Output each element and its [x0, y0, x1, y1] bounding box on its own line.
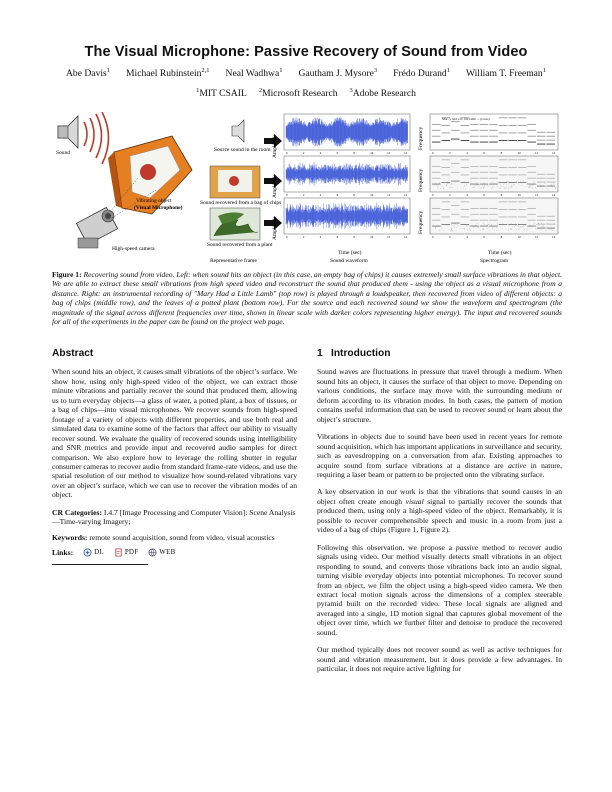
web-link[interactable]: WEB	[148, 548, 175, 557]
author-list	[0, 68, 612, 79]
spec-tick-label: 6	[483, 235, 485, 239]
camera-label: High-speed camera	[112, 246, 155, 252]
wave-tick-label: 2	[302, 235, 305, 239]
figure-label: Figure 1:	[52, 270, 82, 279]
spec-tick-label: 0	[432, 235, 434, 239]
row3-frame	[207, 208, 273, 248]
wave-time-label: Time (sec)	[338, 250, 362, 256]
author: Michael Rubinstein$^{2,1}$	[126, 66, 210, 79]
spec-tick-label: 4	[466, 151, 468, 155]
spec-tick-label: 12	[534, 151, 538, 155]
spec-tick-label: 12	[534, 235, 538, 239]
dl-icon	[83, 548, 92, 557]
row2-label: Sound recovered from a bag of chips	[200, 200, 282, 206]
intro-heading: 1 Introduction	[317, 348, 391, 359]
author: Neal Wadhwa$^1$	[225, 66, 283, 79]
wave-tick-label: 8	[353, 235, 355, 239]
affiliation: $^1$MIT CSAIL	[196, 86, 247, 99]
intro-paragraph: Sound waves are fluctuations in pressure that travel through a medium. When sound hits an object, it causes the surface of that object to move. Depending on various conditions, the surface may move with the surrounding medium or deform according to its vibration modes. In both cases, the pattern of motion contains useful information that can be used to recover sound or learn about the object’s structure.	[317, 367, 562, 424]
figure-caption-text: Recovering sound from video. Left: when sound hits an object (in this case, an empty bag of chips) it causes extremely small surface vibrations in that object. We are able to extract these small vibrations from high speed video and reconstruct the sound that produced them - using the object as a visual microphone from a distance. Right: an instrumental recording of "Mary Had a Little Lamb" (top row) is played through a loudspeaker, then recovered from video of different objects: a bag of chips (middle row), and the leaves of a potted plant (bottom row). For the source and each recovered sound we show the waveform and spectrogram (the magnitude of the signal across different frequencies over time, shown in linear scale with darker colors representing higher energy). The input and recovered sounds for all of the experiments in the paper can be found on the project web page.	[52, 270, 562, 327]
freq-label-3: Frequency	[418, 210, 424, 234]
spec-tick-label: 4	[466, 193, 468, 197]
pdf-icon	[114, 548, 123, 557]
wave-tick-label: 0	[286, 193, 288, 197]
row3-label: Sound recovered from a plant	[207, 242, 273, 248]
wave-tick-label: 4	[319, 151, 322, 155]
sound-waves-icon	[84, 112, 109, 164]
spec-tick-label: 2	[449, 193, 451, 197]
intro-paragraph: Following this observation, we propose a passive method to recover audio signals using video. Our method visually detects small vibrations in an object responding to sound, and converts those vibrations back into an audio signal, turning visible everyday objects into potential microphones. To recover sound from an object, we film the object using a high-speed video camera. We then extract local motion signals across the dimensions of a complex steerable pyramid built on the recorded video. These local signals are aligned and averaged into a single, 1D motion signal that captures global movement of the object over time, which we further filter and denoise to produce the recovered sound.	[317, 542, 562, 637]
wave-tick-label: 4	[319, 193, 322, 197]
spec-tick-label: 10	[517, 193, 521, 197]
representative-frame-caption: Representative frame	[210, 258, 257, 264]
right-column	[317, 349, 562, 682]
spectrogram-panels	[430, 114, 558, 239]
spec-tick-label: 4	[466, 235, 468, 239]
links-label: Links:	[52, 548, 74, 558]
spec-tick-label: 2	[449, 151, 451, 155]
spec-tick-label: 14	[552, 193, 555, 197]
spec-tick-label: 8	[500, 235, 503, 239]
spec-tick-label: 0	[432, 193, 434, 197]
wave-tick-label: 10	[370, 193, 374, 197]
freq-label-1: Frequency	[418, 126, 424, 150]
spectrogram-caption: Spectrogram	[480, 258, 509, 264]
wave-tick-label: 8	[353, 151, 355, 155]
wave-tick-label: 14	[404, 193, 407, 197]
teaser-figure	[52, 112, 562, 268]
wave-tick-label: 10	[370, 151, 374, 155]
waveform-trace	[286, 162, 408, 185]
spec-tick-label: 10	[517, 151, 521, 155]
wave-tick-label: 8	[353, 193, 355, 197]
spec-tick-label: 2	[449, 235, 451, 239]
wave-tick-label: 12	[387, 235, 391, 239]
wave-tick-label: 6	[336, 193, 339, 197]
intro-paragraph: Vibrations in objects due to sound have been used in recent years for remote sound acquisition, which has important applications in surveillance and security, such as eavesdropping on a conversation from afar. Existing approaches to acquire sound from surface vibrations at a distance are active in nature, requiring a laser beam or pattern to be projected onto the vibrating surface.	[317, 432, 562, 479]
pdf-link[interactable]: PDF	[114, 548, 138, 557]
affiliation-list	[0, 88, 612, 99]
wave-tick-label: 14	[404, 235, 407, 239]
vibrating-object-label: Vibrating object	[136, 198, 172, 204]
wave-tick-label: 0	[286, 151, 288, 155]
links-row	[52, 548, 297, 557]
paper-title: The Visual Microphone: Passive Recovery of Sound from Video	[84, 44, 528, 60]
wave-tick-label: 14	[404, 151, 407, 155]
row1-label: Source sound in the room	[214, 147, 271, 153]
speaker-icon	[58, 116, 78, 148]
camera-icon	[76, 207, 117, 248]
dl-link[interactable]: DL	[83, 548, 104, 557]
freq-label-2: Frequency	[418, 168, 424, 192]
author: Abe Davis$^1$	[66, 66, 111, 79]
author: Gautham J. Mysore$^3$	[298, 66, 378, 79]
wave-tick-label: 6	[336, 151, 339, 155]
keywords: Keywords: remote sound acquisition, sound from video, visual acoustics	[52, 532, 275, 542]
spec-tick-label: 14	[552, 235, 555, 239]
mary-notes-label: Mar- y had a li- ttle lamb ... (tones)	[442, 117, 490, 121]
left-column	[52, 349, 297, 565]
amp-label-3: Amplitude	[272, 216, 278, 240]
spec-tick-label: 6	[483, 193, 485, 197]
wave-tick-label: 4	[319, 235, 322, 239]
wave-tick-label: 2	[302, 151, 305, 155]
spec-tick-label: 14	[552, 151, 555, 155]
amp-label-1: Amplitude	[272, 134, 278, 158]
spec-tick-label: 12	[534, 193, 538, 197]
row2-frame	[200, 166, 281, 206]
spec-tick-label: 6	[483, 151, 485, 155]
wave-tick-label: 0	[286, 235, 288, 239]
waveform-panels	[284, 114, 410, 239]
row1-source	[214, 120, 271, 153]
cr-categories: CR Categories: I.4.7 [Image Processing and Computer Vision]: Scene Analysis—Time-varying Imagery;	[52, 507, 296, 527]
figure-caption	[52, 270, 562, 326]
abstract-text: When sound hits an object, it causes small vibrations of the object’s surface. We show how, using only high-speed video of the object, we can extract those minute vibrations and partially recover the sound that produced them, allowing us to turn everyday objects—a glass of water, a potted plant, a box of tissues, or a bag of chips—into visual microphones. We recover sounds from high-speed footage of a variety of objects with different properties, and use both real and simulated data to examine some of the factors that affect our ability to visually recover sound. We evaluate the quality of recovered sounds using intelligibility and SNR metrics and provide input and recovered audio samples for direct comparison. We also explore how to leverage the rolling shutter in regular consumer cameras to recover audio from standard frame-rate videos, and use the spatial resolution of our method to visualize how sound-related vibrations vary over an object’s surface, which we can use to recover the vibration modes of an object.	[52, 367, 298, 500]
sound-waveform-caption: Sound waveform	[330, 258, 368, 264]
spec-time-label: Time (sec)	[488, 250, 512, 256]
wave-tick-label: 2	[302, 193, 305, 197]
web-icon	[148, 548, 157, 557]
affiliation: $^3$Adobe Research	[349, 86, 416, 99]
abstract-heading: Abstract	[52, 348, 94, 359]
spec-tick-label: 8	[500, 193, 503, 197]
spec-tick-label: 10	[517, 235, 521, 239]
visual-microphone-label: (Visual Microphone)	[134, 205, 183, 211]
intro-paragraph: Our method typically does not recover sound as well as active techniques for sound and vibration measurement, but it does provide a few advantages. In particular, it does not require active lighting for	[317, 645, 562, 674]
amp-label-2: Amplitude	[272, 174, 278, 198]
wave-tick-label: 6	[336, 235, 339, 239]
wave-tick-label: 12	[387, 151, 391, 155]
author: William T. Freeman$^1$	[465, 66, 546, 79]
wave-tick-label: 10	[370, 235, 374, 239]
intro-paragraph: A key observation in our work is that the vibrations that sound causes in an object often create enough visual signal to partially recover the sounds that produced them, using only a high-speed video of the object. Remarkably, it is possible to recover comprehensible speech and music in a room from just a video of a bag of chips (Figure 1, Figure 2).	[317, 487, 562, 535]
sound-label: Sound	[56, 150, 71, 156]
speaker-small-icon	[232, 120, 244, 142]
spec-tick-label: 8	[500, 151, 503, 155]
affiliation: $^2$Microsoft Research	[258, 86, 338, 99]
footnote-rule	[52, 564, 148, 565]
spec-tick-label: 0	[432, 151, 434, 155]
author: Frédo Durand$^1$	[393, 66, 450, 79]
wave-tick-label: 12	[387, 193, 391, 197]
